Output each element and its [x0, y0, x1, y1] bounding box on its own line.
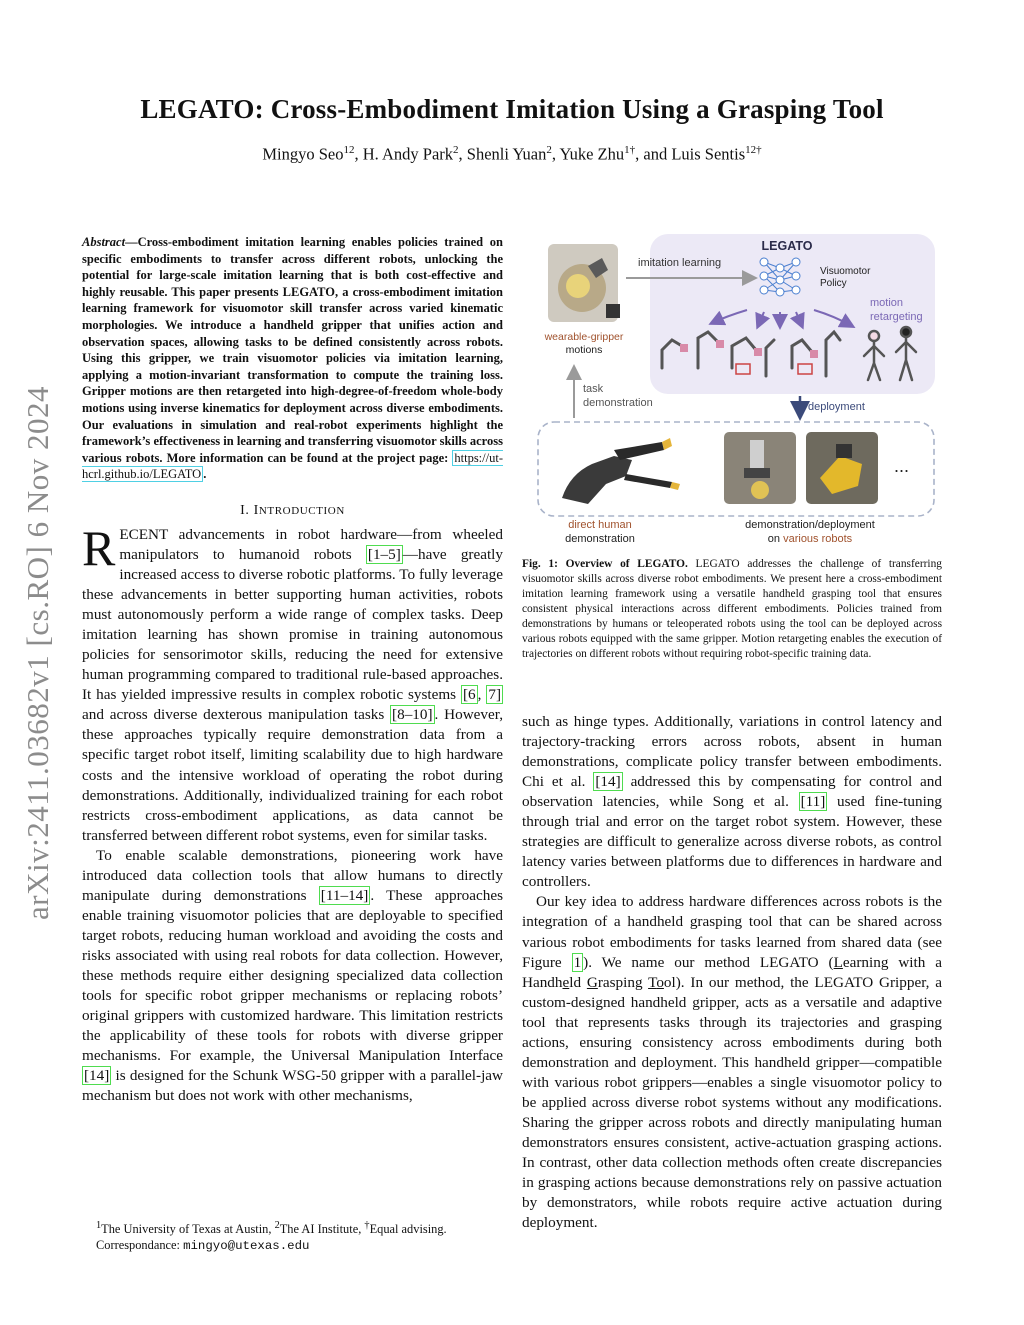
intro-paragraph-1: [82, 519, 503, 846]
text-span: ECENT advancements in robot hardware—from wheeled manipulators to humanoid robots: [119, 525, 503, 563]
text-span: used fine-tuning through trial and error on the target robot system. However, these strategies are difficult to generalize across diverse robots, as control latency varies between platforms due to differences in hardware and controllers.: [522, 793, 942, 891]
demonstration-bottom-label: demonstration: [565, 533, 635, 545]
retargeting-label: retargeting: [870, 311, 923, 323]
footnote-correspondence-label: Correspondance:: [96, 1238, 184, 1253]
figure-caption: [522, 557, 942, 662]
neural-network-icon: [760, 258, 800, 296]
right-column: [522, 712, 942, 1233]
text-span: ,: [477, 686, 487, 704]
footnote-affiliation-2: The AI Institute,: [279, 1222, 365, 1237]
abstract-label: Abstract: [82, 235, 126, 249]
abstract-period: .: [203, 467, 207, 482]
intro-paragraph-2: [82, 846, 503, 1107]
various-robots-line: [768, 533, 853, 545]
author-affiliation: 1†: [624, 144, 636, 156]
task-label: task: [583, 383, 604, 395]
acronym-letter: L: [833, 953, 843, 971]
robot-photo-2: [806, 432, 878, 504]
section-title-rest: NTRODUCTION: [258, 504, 345, 517]
handheld-gripper-photo: [562, 438, 680, 504]
text-span: ). In our method, the LEGATO Gripper, a custom-designed handheld gripper, acts as a versatile and adaptive tool that represents tasks through its trajectories and grasping actions, ensuring consistency across embodiments during both demonstration and deployment. This handheld gripper—compatible with various robot grippers—enables a single visuomotor policy to be applied across diverse robot systems without any modifications. Sharing the gripper across robots and directly manipulating human demonstrators ensures consistent, active-actuation grasping actions. In contrast, other data collection methods often create discrepancies in grasping actions because demonstrations rely on passive actuation by demonstrators, while robots require active actuation during deployment.: [522, 973, 942, 1232]
text-span: —have greatly increased access to diverse robotic platforms. To fully leverage these advancements in better supporting human activities, robots must autonomously perform a wide range of complex tasks. Deep imitation learning has shown promise in training autonomous policies for sensorimotor skills, reducing the need for extensive human programming compared to traditional rule-based approaches. It has yielded impressive results in complex robotic systems: [82, 546, 503, 704]
footnote-equal-advising: Equal advising.: [369, 1222, 447, 1237]
author-affiliation: 12†: [745, 144, 762, 156]
text-span: such as hinge types. Additionally, variations in control latency and trajectory-tracking errors across robots, absent in human demonstrations, complicate policy transfer between embodiments. Chi et al.: [522, 713, 942, 791]
deployment-label: deployment: [808, 401, 865, 413]
abstract: [82, 234, 503, 483]
footnote-sup: 1: [96, 1220, 102, 1231]
text-span: . However, these approaches typically require demonstration data from a specific target robot itself, limiting scalability due to high hardware costs and the intensive workload of operating the robot during demonstrations. Additionally, individualized training for each robot restricts cross-embodiment applications, as data cannot be transferred between different robot systems, even for similar tasks.: [82, 706, 503, 844]
citation-link[interactable]: [14]: [595, 773, 621, 791]
author: Shenli Yuan: [466, 144, 547, 164]
author: Luis Sentis: [671, 144, 746, 164]
author-affiliation: 12: [343, 144, 355, 156]
legato-label: LEGATO: [761, 239, 813, 253]
caption-label: Fig. 1: Overview of LEGATO.: [522, 558, 688, 570]
text-span: rasping: [597, 973, 649, 991]
citation-link[interactable]: [1–5]: [367, 546, 401, 563]
demonstration-label: demonstration: [583, 397, 653, 409]
author: Mingyo Seo: [262, 144, 344, 164]
footnote-email: mingyo@utexas.edu: [183, 1239, 310, 1254]
various-robots-label: various robots: [783, 533, 853, 545]
text-span: earning with a Handh: [522, 953, 942, 991]
text-span: o: [663, 973, 672, 991]
citation-link[interactable]: [8–10]: [392, 706, 433, 724]
citation-link[interactable]: [6: [463, 686, 476, 704]
arxiv-identifier: arXiv:2411.03682v1 [cs.RO] 6 Nov 2024: [20, 386, 55, 920]
text-span: To enable scalable demonstrations, pioneering work have introduced data collection tools that allow humans to directly manipulate during demonstrations: [82, 846, 503, 904]
footnote: [96, 1218, 516, 1254]
figure-reference-link[interactable]: 1: [573, 953, 582, 971]
author-list: Mingyo Seo$^{12}$, H. Andy Park$^2$, Shenli Yuan$^2$, Yuke Zhu$^{1\dagger}$, and Luis Sentis$^{12\dagger}$: [262, 144, 762, 164]
footnote-sup: 2: [274, 1220, 280, 1231]
footnote-affiliation-1: The University of Texas at Austin,: [101, 1222, 275, 1237]
demo-deploy-label: demonstration/deployment: [745, 519, 875, 531]
imitation-learning-label: imitation learning: [638, 257, 722, 269]
on-label: on: [767, 533, 784, 545]
more-robots-ellipsis: ...: [894, 456, 910, 476]
motions-label: motions: [565, 344, 603, 356]
text-span: is designed for the Schunk WSG-50 gripper with a parallel-jaw mechanism but does not work with other mechanisms,: [82, 1067, 503, 1105]
project-page-link[interactable]: https://ut-hcrl.github.io/LEGATO: [82, 450, 503, 482]
author: H. Andy Park: [362, 144, 454, 164]
section-numeral: I.: [240, 502, 250, 518]
text-span: . These approaches enable training visuomotor policies that are deployable to specified target robots, reducing human workload and avoiding the costs and risks associated with using real robots for data collection. However, these methods require either designing specialized data collection tools for specific robot gripper mechanisms or replacing robots’ original grippers with customized hardware. This limitation restricts the applicability of these tools for robots with diverse gripper mechanisms. For example, the Universal Manipulation Interface: [82, 886, 503, 1065]
acronym-letter: e: [562, 973, 570, 991]
wearable-gripper-label: wearable-gripper: [544, 331, 624, 343]
right-paragraph-1: [522, 712, 942, 892]
text-span: ld: [569, 973, 587, 991]
visuomotor-label: Visuomotor: [820, 266, 871, 277]
author-affiliation: 2: [453, 144, 459, 156]
citation-link[interactable]: [14]: [84, 1067, 110, 1085]
citation-link[interactable]: 7]: [488, 686, 502, 704]
wearable-gripper-photo: [548, 244, 620, 322]
right-paragraph-2: [522, 892, 942, 1233]
left-column: [82, 234, 503, 1106]
motion-label: motion: [870, 297, 904, 309]
overview-figure-svg: [522, 228, 942, 550]
text-span: addressed this by compensating for control and observation latencies, while Song et al.: [522, 773, 942, 811]
author-affiliation: 2: [546, 144, 552, 156]
policy-label: Policy: [820, 278, 847, 289]
overview-figure: [522, 228, 942, 550]
acronym-letter: G: [586, 973, 598, 991]
section-title-first: I: [253, 502, 259, 518]
robot-photo-1: [724, 432, 796, 504]
acronym-letter: T: [648, 973, 657, 991]
text-span: l: [671, 973, 676, 991]
acronym-letter: o: [656, 973, 664, 991]
direct-human-label: direct human: [568, 519, 632, 531]
text-span: Our key idea to address hardware differences across robots is the integration of a handheld grasping tool that can be shared across various robot embodiments for tasks learned from shared data (see Figure: [522, 893, 942, 971]
footnote-sup: †: [364, 1220, 370, 1231]
text-span: ). We name our method LEGATO (: [583, 953, 834, 971]
section-heading: [82, 501, 503, 521]
author: Yuke Zhu: [559, 144, 625, 164]
abstract-text: —Cross-embodiment imitation learning enables policies trained on specific embodiments to transfer across different robots, unlocking the potential for large-scale imitation learning that is both cost-effective and highly reusable. This paper presents LEGATO, a cross-embodiment imitation learning framework for visuomotor skill transfer across varied kinematic morphologies. We introduce a handheld gripper that unifies action and observation spaces, allowing tasks to be defined consistently across robots. Using this gripper, we train visuomotor policies via imitation learning, applying a motion-invariant transformation to compute the training loss. Gripper motions are then retargeted into high-degree-of-freedom whole-body motions using inverse kinematics for deployment across diverse embodiments. Our evaluations in simulation and real-robot experiments highlight the framework’s effectiveness in learning and transferring visuomotor skills across various robots. More information can be found at the project page:: [82, 235, 503, 465]
citation-link[interactable]: [11–14]: [320, 886, 369, 904]
text-span: and across diverse dexterous manipulation tasks: [82, 706, 391, 724]
caption-text: LEGATO addresses the challenge of transferring visuomotor skills across diverse robot embodiments. We present here a cross-embodiment imitation learning framework using a versatile handheld grasping tool that ensures consistent physical interactions across different embodiments. Policies trained from demonstrations by humans or teleoperated robots using the tool can be deployed across various robots equipped with the same gripper. Motion retargeting enables the execution of trajectories on different robots without requiring robot-specific training data.: [522, 558, 942, 660]
drop-cap: R: [82, 519, 116, 576]
citation-link[interactable]: [11]: [800, 793, 826, 811]
paper-title: LEGATO: Cross-Embodiment Imitation Using a Grasping Tool: [140, 94, 884, 124]
